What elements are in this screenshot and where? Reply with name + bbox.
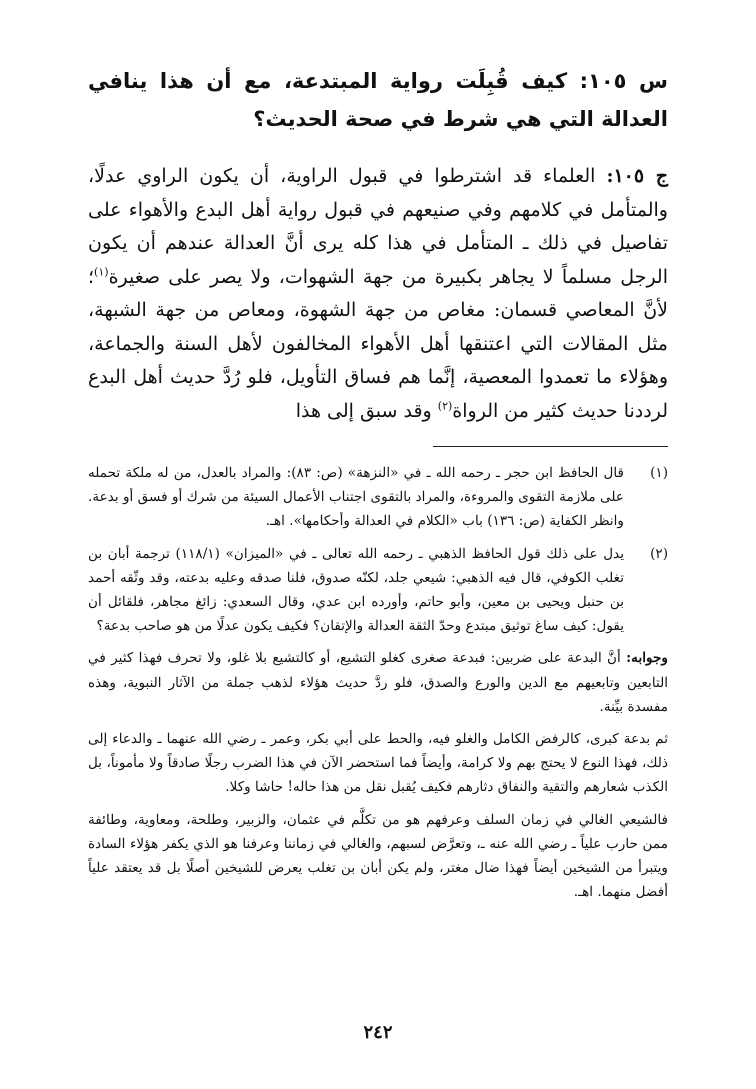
footnote-divider (433, 446, 668, 447)
footnote-1 (88, 461, 668, 534)
page-number: ٢٤٢ (363, 1022, 393, 1043)
answer-part-1: العلماء قد اشترطوا في قبول الراوية، أن يكون الراوي عدلًا، والمتأمل في كلامهم وفي صنيعهم في قبول رواية أهل البدع والأهواء على تفاصيل في ذلك ـ المتأمل في هذا كله يرى أنَّ العدالة عندهم أن يكون الرجل مسلماً لا يجاهر بكبيرة من جهة الشهوات، ولا يصر على صغيرة (88, 165, 668, 288)
footnote-2-marker: (٢) (650, 545, 668, 562)
answer-part-2: ؛ لأنَّ المعاصي قسمان: مغاص من جهة الشهوة، ومعاص من جهة الشبهة، مثل المقالات التي اعتنقها أهل الأهواء المخالفون لأهل السنة والجماعة، وهؤلاء ما تعمدوا المعصية، إنَّما هم فساق التأويل، فلو رُدَّ حديث أهل البدع لرددنا حديث كثير من الرواة (88, 265, 668, 422)
footnote-2-answer-text: أنَّ البدعة على ضربين: فبدعة صغرى كغلو التشيع، أو كالتشيع بلا غلو، ولا تحرف فهذا كثير في التابعين وتابعيهم مع الدين والورع والصدق، فلو ردَّ حديث هؤلاء لذهب جملة من الآثار النبوية، وهذه مفسدة بيِّنة. (88, 650, 668, 715)
footnote-1-marker: (١) (650, 465, 668, 481)
footnote-2 (88, 542, 668, 905)
footnote-ref-2[interactable]: (٢) (437, 399, 453, 413)
footnote-2-paragraph-1: يدل على ذلك قول الحافظ الذهبي ـ رحمه الله تعالى ـ في «الميزان» (١١٨/١) ترجمة أبان بن تغلب الكوفي، قال فيه الذهبي: شيعي جلد، لكنّه صدوق، فلنا صدقه وعليه بدعته، وقد وثّقه أحمد بن حنبل ويحيى بن معين، وأبو حاتم، وأورده ابن عدي، وقال السعدي: زائغ مجاهر، فلقائل أن يقول: كيف ساغ توثيق مبتدع وحدّ الثقة العدالة والإتقان؟ فكيف يكون عدلًا من هو صاحب بدعة؟ (88, 545, 625, 635)
footnotes-section (88, 461, 668, 904)
footnote-2-paragraph-3: ثم بدعة كبرى، كالرفض الكامل والغلو فيه، والحط على أبي بكر، وعمر ـ رضي الله عنهما ـ والدعاء إلى ذلك، فهذا النوع لا يحتج بهم ولا كرامة، وأيضاً فما استحضر الآن في هذا الضرب رجلًا صادقاً ولا مأموناً، بل الكذب شعارهم والتقية والنفاق دثارهم فكيف يُقبل نقل من هذا حاله! حاشا وكلا. (88, 731, 668, 796)
footnote-ref-1[interactable]: (١) (94, 265, 109, 279)
footnote-1-text: قال الحافظ ابن حجر ـ رحمه الله ـ في «النزهة» (ص: ٨٣): والمراد بالعدل، من له ملكة تحمله على ملازمة التقوى والمروءة، والمراد بالتقوى اجتناب الأعمال السيئة من شرك أو فسق أو بدعة. وانظر الكفاية (ص: ١٣٦) باب «الكلام في العدالة وأحكامها». اهـ. (88, 465, 624, 530)
question-text: س ١٠٥: كيف قُبِلَت رواية المبتدعة، مع أن هذا ينافي العدالة التي هي شرط في صحة الحديث؟ (88, 69, 668, 131)
answer-lead: ج ١٠٥: (606, 165, 668, 187)
footnote-2-paragraph-2 (88, 646, 668, 719)
question-heading (88, 62, 668, 138)
footnote-2-answer-lead: وجوابه: (626, 650, 668, 667)
answer-part-3: وقد سبق إلى هذا (295, 399, 438, 422)
footnote-2-paragraph-4: فالشيعي الغالي في زمان السلف وعرفهم هو من تكلَّم في عثمان، والزبير، وطلحة، ومعاوية، وطائفة ممن حارب علياً ـ رضي الله عنه ـ، وتعرَّض لسبهم، والغالي في زماننا وعرفنا هو الذي يكفر هؤلاء السادة ويتبرأ من الشيخين أيضاً فهذا ضال مغتر، ولم يكن أبان بن تغلب يعرض للشيخين أصلًا بل قد يعتقد علياً أفضل منهما. اهـ. (88, 811, 668, 901)
answer-paragraph (88, 160, 668, 428)
